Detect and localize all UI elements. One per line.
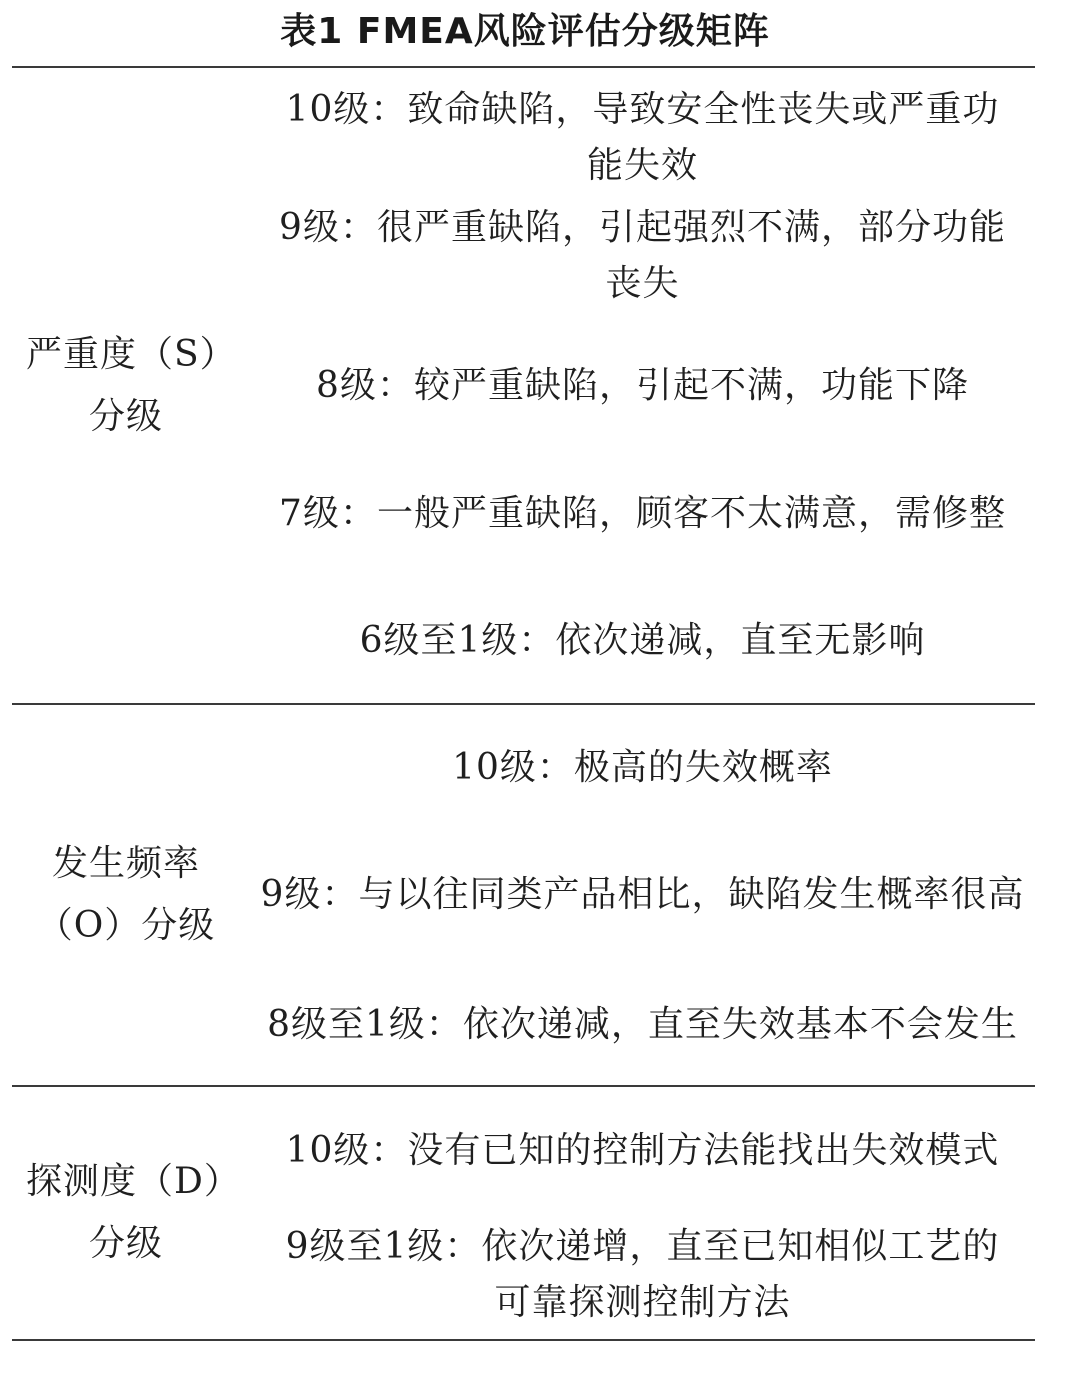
severity-level-6-1 xyxy=(250,613,1035,669)
severity-label-line-2: 分级 xyxy=(88,395,163,437)
severity-level-9 xyxy=(250,200,1035,312)
occurrence-level-8-1 xyxy=(250,997,1035,1053)
table-title: 表1 FMEA风险评估分级矩阵 xyxy=(280,11,770,52)
severity-level-7 xyxy=(250,486,1035,542)
severity-group xyxy=(12,68,1035,703)
severity-label-line-1: 严重度（S） xyxy=(26,333,237,375)
detection-level-9-1 xyxy=(250,1219,1035,1331)
occurrence-label-line-2: （O）分级 xyxy=(36,905,216,946)
severity-level-10-line-1: 10级：致命缺陷，导致安全性丧失或严重功 xyxy=(285,89,1000,130)
table-bottom-rule xyxy=(12,1339,1035,1341)
detection-level-9-1-line-1: 9级至1级：依次递增，直至已知相似工艺的 xyxy=(285,1226,1000,1267)
detection-group xyxy=(12,1087,1035,1339)
occurrence-level-10 xyxy=(250,740,1035,796)
detection-label xyxy=(12,1087,240,1339)
detection-label-line-2: 分级 xyxy=(88,1223,163,1264)
severity-label xyxy=(12,68,240,703)
occurrence-label xyxy=(12,705,240,1085)
severity-level-9-line-1: 9级：很严重缺陷，引起强烈不满，部分功能 xyxy=(279,207,1006,248)
detection-level-9-1-line-2: 可靠探测控制方法 xyxy=(494,1282,791,1323)
occurrence-level-8-1-line-1: 8级至1级：依次递减，直至失效基本不会发生 xyxy=(267,1004,1018,1045)
severity-level-10-line-2: 能失效 xyxy=(586,145,698,186)
severity-level-7-line-1: 7级：一般严重缺陷，顾客不太满意，需修整 xyxy=(279,493,1006,534)
detection-level-10-line-1: 10级：没有已知的控制方法能找出失效模式 xyxy=(285,1130,1000,1171)
detection-label-line-1: 探测度（D） xyxy=(26,1161,241,1202)
occurrence-label-line-1: 发生频率 xyxy=(51,843,200,884)
occurrence-level-9 xyxy=(250,867,1035,923)
severity-level-8 xyxy=(250,358,1035,414)
occurrence-level-10-line-1: 10级：极高的失效概率 xyxy=(452,747,833,788)
occurrence-level-9-line-1: 9级：与以往同类产品相比，缺陷发生概率很高 xyxy=(260,874,1025,915)
severity-level-9-line-2: 丧失 xyxy=(605,263,680,304)
detection-level-10 xyxy=(250,1123,1035,1179)
severity-level-6-1-line-1: 6级至1级：依次递减，直至无影响 xyxy=(359,620,926,661)
severity-level-8-line-1: 8级：较严重缺陷，引起不满，功能下降 xyxy=(316,365,969,406)
severity-level-10 xyxy=(250,82,1035,194)
occurrence-group xyxy=(12,705,1035,1085)
